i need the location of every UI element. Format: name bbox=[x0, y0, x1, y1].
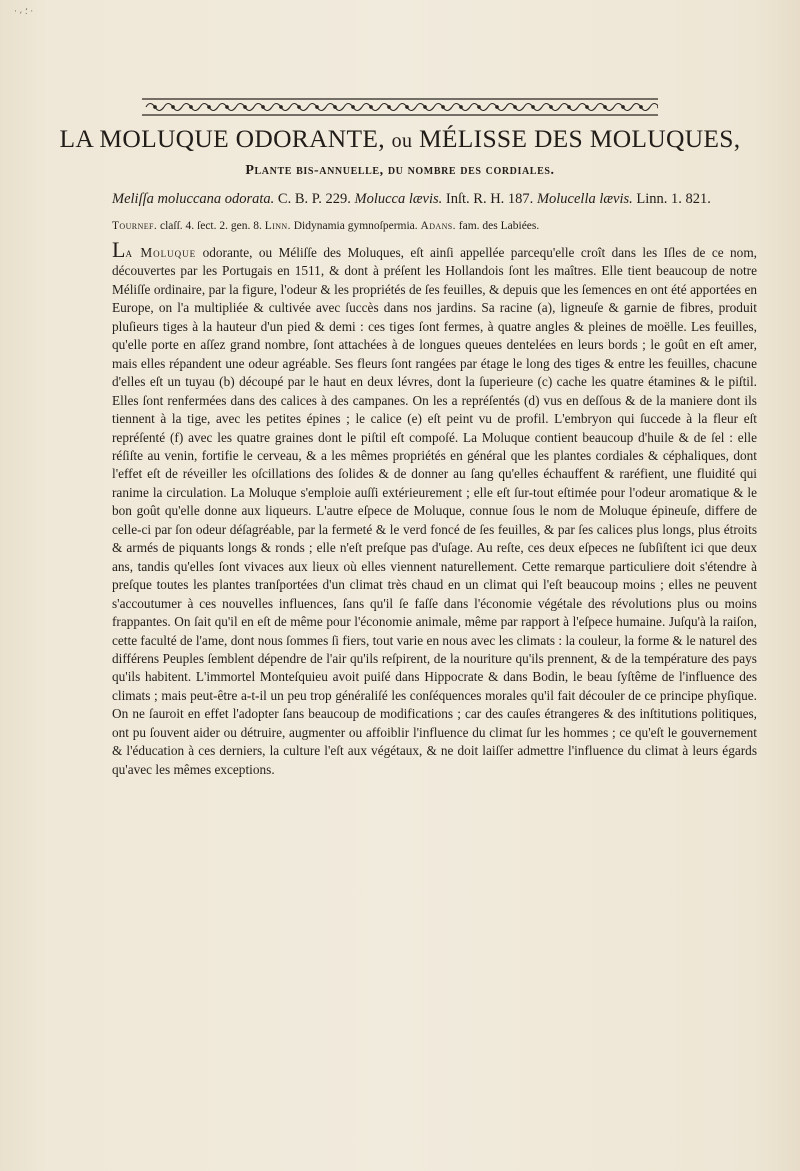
ornament-dot bbox=[334, 106, 337, 109]
title-ou: ou bbox=[391, 130, 413, 152]
ornament-dot bbox=[388, 106, 391, 109]
ornament-dot bbox=[496, 106, 499, 109]
ornament-scroll bbox=[650, 104, 658, 111]
synonym-1: Meliſſa moluccana odorata. bbox=[112, 191, 275, 207]
drop-cap: L bbox=[112, 237, 126, 262]
adanson-ref: fam. des Labiées. bbox=[455, 220, 540, 232]
ornament-dot bbox=[622, 106, 625, 109]
synonym-3-ref: Linn. 1. 821. bbox=[632, 191, 711, 207]
ornament-dot bbox=[424, 106, 427, 109]
ornament-dot bbox=[460, 106, 463, 109]
synonym-1-ref: C. B. P. 229. bbox=[274, 191, 355, 207]
ornament-dot bbox=[298, 106, 301, 109]
ornament-dot bbox=[640, 106, 643, 109]
ornament-dot bbox=[172, 106, 175, 109]
classification-line bbox=[112, 220, 752, 232]
ornament-dot bbox=[568, 106, 571, 109]
lead-words: a Moluque bbox=[125, 245, 197, 260]
author-adanson: Adans. bbox=[420, 220, 456, 232]
ornament-dot bbox=[406, 106, 409, 109]
synonym-2-ref: Inſt. R. H. 187. bbox=[442, 191, 537, 207]
ornament-dot bbox=[550, 106, 553, 109]
ornament-dot bbox=[352, 106, 355, 109]
ornament-dot bbox=[370, 106, 373, 109]
body-text: odorante, ou Méliſſe des Moluques, eſt ainſi appellée parcequ'elle croît dans les Iſles de ce nom, découvertes par les Portugais en 1511, & dont à préſent les Hollandois ſont les maîtres. Elle tient beaucoup de notre Méliſſe ordinaire, par la figure, l'odeur & les propriétés de ſes feuilles, & depuis que les ſemences en ont été apportées en Europe, on l'a multipliée & cultivée avec ſuccès dans nos jardins. Sa racine (a), ligneuſe & garnie de fibres, produit pluſieurs tiges à la hauteur d'un pied & demi : ces tiges ſont fermes, à quatre angles & pleines de moëlle. Les feuilles, qu'elle porte en aſſez grand nombre, ſont attachées à de longues queues dentelées en leurs bords ; le goût en eſt amer, mais elles répandent une odeur agréable. Ses fleurs ſont rangées par étage le long des tiges & entre les feuilles, chacune d'elles eſt un tuyau (b) découpé par le haut en deux lévres, dont la ſuperieure (c) cache les quatre étamines & le piſtil. Elles ſont renfermées dans des calices à des campanes. On les a repréſentés (d) vus en deſſous & de la maniere dont ils tiennent à la tige, avec les petites épines ; le calice (e) eſt peint vu de profil. L'embryon qui ſuccede à la fleur eſt repréſenté (f) avec les quatre graines dont le piſtil eſt compoſé. La Moluque contient beaucoup d'huile & de ſel : elle réſiſte au venin, fortifie le cerveau, & a les mêmes propriétés en général que les plantes cordiales & céphaliques, dont l'effet eſt de réveiller les oſcillations des ſolides & de donner au ſang qu'elles échauffent & raréfient, une fluidité qui ranime la circulation. La Moluque s'emploie auſſi extérieurement ; elle eſt ſur-tout eſtimée pour l'odeur aromatique & le bon goût qu'elle donne aux liqueurs. L'autre eſpece de Moluque, connue ſous le nom de Moluque épineuſe, differe de celle-ci par ſon odeur déſagréable, par la fermeté & le verd foncé de ſes feuilles, & par ſes calices plus longs, plus étroits & armés de piquants longs & ronds ; elle n'eſt preſque pas d'uſage. Au reſte, ces deux eſpeces ne ſubſiſtent ici que deux ans, tandis qu'elles ſont vivaces aux lieux où elles viennent naturellement. Cette remarque particuliere doit s'étendre à preſque toutes les plantes tranſportées d'un climat très chaud en un climat qui l'eſt beaucoup moins ; elles ne peuvent s'accoutumer à ces nouvelles influences, ſans qu'il ſe faſſe dans l'économie végétale des révolutions plus ou moins frappantes. On ſait qu'il en eſt de même pour l'économie animale, même par rapport à l'eſpece humaine. Juſqu'à la raiſon, cette faculté de l'ame, dont nous ſommes ſi fiers, tout varie en nous avec les climats : la couleur, la forme & le naturel des différens Peuples ſemblent dépendre de l'air qu'ils reſpirent, de la nouriture qu'ils prennent, & de la température des pays qu'ils habitent. L'immortel Monteſquieu avoit puiſé dans Hippocrate & dans Bodin, le beau ſyſtême de l'influence des climats ; mais peut-être a-t-il un peu trop généraliſé les conſéquences morales qu'il fait découler de ce principe phyſique. On ne ſauroit en effet l'adopter ſans beaucoup de modifications ; car des cauſes étrangeres & des inſtitutions politiques, ont pu ſouvent aider ou détruire, augmenter ou affoiblir l'influence du climat ſur les hommes ; ce qu'eſt le gouvernement & l'éducation à ces derniers, la culture l'eſt aux végétaux, & ne doit laiſſer admettre l'influence du climat à leurs égards qu'avec les mêmes exceptions. bbox=[112, 245, 757, 777]
ornamental-border bbox=[142, 96, 658, 118]
ornament-dot bbox=[154, 106, 157, 109]
ornament-dot bbox=[586, 106, 589, 109]
author-linnaeus: Linn. bbox=[264, 220, 291, 232]
ornament-dot bbox=[190, 106, 193, 109]
ornament-dot bbox=[316, 106, 319, 109]
ornament-dot bbox=[280, 106, 283, 109]
ornament-dot bbox=[532, 106, 535, 109]
ornament-dot bbox=[226, 106, 229, 109]
tournefort-ref: claſſ. 4. ſect. 2. gen. 8. bbox=[157, 220, 265, 232]
body-paragraph bbox=[112, 237, 757, 779]
corner-mark: · ⸴ ⸵ · bbox=[14, 7, 34, 17]
synonym-3: Molucella lævis. bbox=[536, 191, 633, 207]
synonym-2: Molucca lævis. bbox=[354, 191, 443, 207]
synonyms-line bbox=[112, 191, 752, 208]
author-tournefort: Tournef. bbox=[112, 220, 158, 232]
title-alt: MÉLISSE DES MOLUQUES, bbox=[418, 124, 741, 153]
ornament-dot bbox=[514, 106, 517, 109]
ornament-dot bbox=[262, 106, 265, 109]
ornament-dot bbox=[208, 106, 211, 109]
ornament-dot bbox=[604, 106, 607, 109]
title-main: LA MOLUQUE ODORANTE, bbox=[59, 124, 385, 153]
subtitle: Plante bis-annuelle, du nombre des cordiales. bbox=[245, 163, 555, 178]
ornament-dot bbox=[442, 106, 445, 109]
ornament-dot bbox=[478, 106, 481, 109]
linnaeus-ref: Didynamia gymnoſpermia. bbox=[290, 220, 421, 232]
page-title bbox=[0, 124, 800, 154]
ornament-dot bbox=[244, 106, 247, 109]
